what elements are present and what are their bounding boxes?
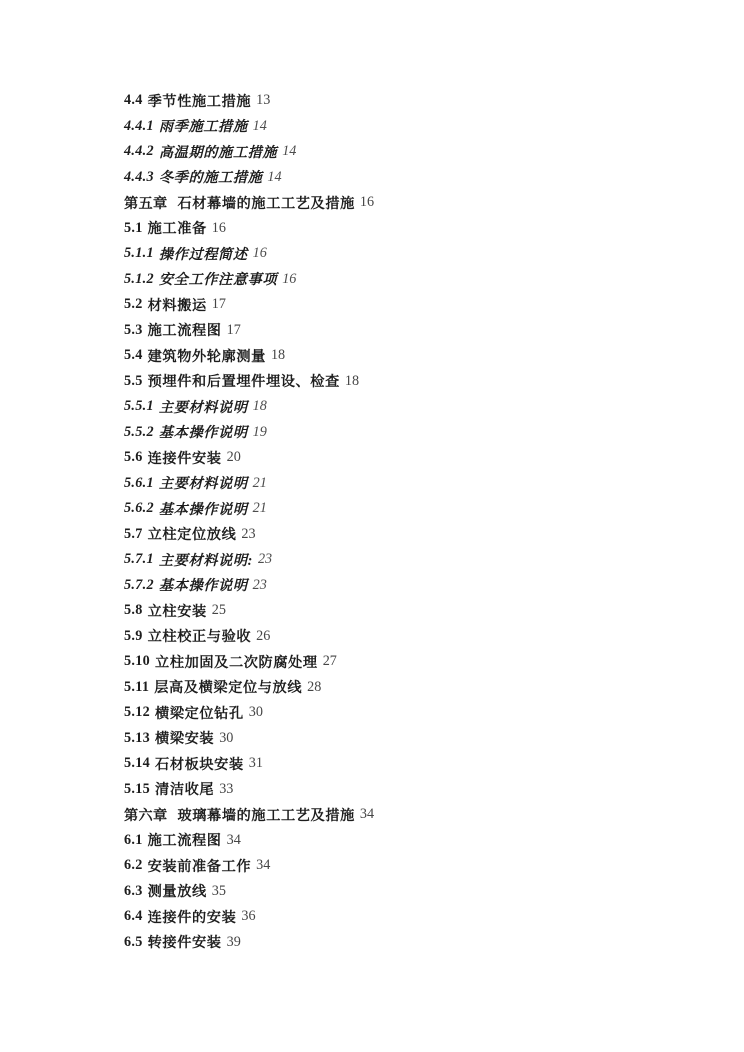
- toc-entry-title: 层高及横梁定位与放线: [154, 680, 303, 697]
- toc-entry-title: 主要材料说明: [158, 476, 248, 493]
- toc-entry-number: 4.4: [124, 92, 143, 109]
- toc-entry-number: 5.5: [124, 372, 143, 389]
- toc-entry[interactable]: [124, 726, 624, 752]
- toc-entry-page-number: 33: [219, 780, 234, 797]
- toc-entry-title: 立柱安装: [147, 603, 207, 620]
- toc-entry-number: 5.12: [124, 704, 151, 721]
- table-of-contents: [124, 88, 624, 955]
- toc-entry-page-number: 14: [267, 168, 282, 185]
- toc-entry-title: 玻璃幕墙的施工工艺及措施: [177, 807, 355, 824]
- toc-entry[interactable]: [124, 318, 624, 344]
- toc-entry-number: 6.5: [124, 933, 143, 950]
- toc-entry-page-number: 13: [256, 92, 271, 109]
- toc-entry-number: 第六章: [124, 807, 168, 824]
- toc-entry[interactable]: [124, 114, 624, 140]
- toc-entry-title: 转接件安装: [147, 935, 222, 952]
- toc-entry-number: 5.5.2: [124, 423, 154, 440]
- toc-entry-number: 5.1: [124, 219, 143, 236]
- toc-entry-number: 4.4.1: [124, 117, 154, 134]
- toc-entry-title: 测量放线: [147, 884, 207, 901]
- toc-entry-title: 横梁安装: [155, 731, 215, 748]
- toc-entry[interactable]: [124, 343, 624, 369]
- toc-entry[interactable]: [124, 879, 624, 905]
- toc-entry-number: 5.11: [124, 678, 150, 695]
- toc-entry-page-number: 21: [252, 474, 267, 491]
- toc-entry[interactable]: [124, 216, 624, 242]
- toc-entry[interactable]: [124, 471, 624, 497]
- toc-entry-title: 高温期的施工措施: [158, 144, 278, 161]
- toc-entry-page-number: 30: [219, 729, 234, 746]
- toc-entry-page-number: 18: [344, 372, 360, 389]
- toc-entry-title: 基本操作说明: [158, 578, 248, 595]
- toc-entry-title: 施工流程图: [147, 833, 222, 850]
- toc-entry-title: 材料搬运: [147, 297, 207, 314]
- toc-entry-page-number: 18: [270, 347, 286, 364]
- toc-entry-number: 5.9: [124, 627, 143, 644]
- toc-entry-number: 5.5.1: [124, 398, 154, 415]
- toc-entry-title: 立柱定位放线: [147, 527, 237, 544]
- toc-entry-page-number: 21: [252, 500, 267, 517]
- toc-entry-number: 5.8: [124, 602, 143, 619]
- toc-entry-title: 基本操作说明: [158, 501, 248, 518]
- toc-entry-number: 6.2: [124, 857, 143, 874]
- toc-entry[interactable]: [124, 573, 624, 599]
- toc-entry[interactable]: [124, 904, 624, 930]
- toc-entry-page-number: 34: [359, 806, 375, 823]
- toc-entry-title: 立柱校正与验收: [147, 629, 252, 646]
- toc-entry-page-number: 16: [282, 270, 297, 287]
- toc-entry[interactable]: [124, 420, 624, 446]
- toc-entry-number: 5.14: [124, 755, 151, 772]
- toc-entry-page-number: 25: [211, 602, 226, 619]
- toc-entry-title: 冬季的施工措施: [158, 170, 263, 187]
- toc-entry[interactable]: [124, 802, 624, 828]
- toc-entry[interactable]: [124, 369, 624, 395]
- toc-entry[interactable]: [124, 445, 624, 471]
- toc-entry[interactable]: [124, 777, 624, 803]
- toc-entry-number: 5.3: [124, 321, 143, 338]
- toc-entry[interactable]: [124, 496, 624, 522]
- toc-entry-number: 5.10: [124, 653, 151, 670]
- toc-entry-title: 雨季施工措施: [158, 119, 248, 136]
- toc-entry-page-number: 31: [248, 755, 263, 772]
- toc-entry-title: 横梁定位钻孔: [155, 705, 244, 722]
- toc-entry-title: 施工准备: [147, 221, 207, 238]
- toc-entry-title: 连接件的安装: [147, 909, 237, 926]
- toc-entry-page-number: 36: [241, 908, 256, 925]
- toc-entry-title: 清洁收尾: [155, 782, 215, 799]
- toc-entry[interactable]: [124, 165, 624, 191]
- toc-entry-title: 安全工作注意事项: [158, 272, 278, 289]
- toc-entry-number: 4.4.3: [124, 168, 154, 185]
- toc-entry-page-number: 17: [226, 321, 241, 338]
- toc-entry-page-number: 30: [248, 704, 263, 721]
- toc-entry-title: 施工流程图: [147, 323, 222, 340]
- toc-entry[interactable]: [124, 139, 624, 165]
- toc-entry-page-number: 35: [211, 882, 226, 899]
- toc-entry-page-number: 19: [252, 423, 267, 440]
- toc-entry[interactable]: [124, 624, 624, 650]
- toc-entry-number: 5.7.1: [124, 551, 154, 568]
- toc-entry-title: 立柱加固及二次防腐处理: [155, 654, 318, 671]
- toc-entry-page-number: 28: [307, 678, 322, 695]
- toc-entry-title: 主要材料说明: [158, 399, 248, 416]
- toc-entry-page-number: 34: [226, 831, 241, 848]
- toc-entry-page-number: 23: [241, 525, 256, 542]
- toc-entry-number: 5.1.2: [124, 270, 154, 287]
- toc-entry-number: 6.3: [124, 882, 143, 899]
- toc-entry-number: 5.2: [124, 296, 143, 313]
- toc-entry[interactable]: [124, 267, 624, 293]
- toc-entry-number: 5.4: [124, 347, 143, 364]
- toc-entry-page-number: 14: [282, 143, 297, 160]
- toc-entry-page-number: 39: [226, 933, 241, 950]
- toc-entry[interactable]: [124, 547, 624, 573]
- toc-entry-page-number: 34: [256, 857, 271, 874]
- toc-entry[interactable]: [124, 598, 624, 624]
- toc-entry[interactable]: [124, 649, 624, 675]
- toc-entry[interactable]: [124, 190, 624, 216]
- toc-entry[interactable]: [124, 241, 624, 267]
- toc-entry-title: 操作过程简述: [158, 246, 248, 263]
- toc-entry-title: 石材板块安装: [155, 756, 244, 773]
- toc-entry-page-number: 26: [256, 627, 271, 644]
- toc-entry[interactable]: [124, 828, 624, 854]
- toc-entry-page-number: 23: [257, 551, 273, 568]
- toc-entry-title: 主要材料说明:: [158, 552, 253, 569]
- toc-entry-page-number: 16: [252, 245, 267, 262]
- toc-entry[interactable]: [124, 751, 624, 777]
- toc-entry-number: 5.6.2: [124, 500, 154, 517]
- toc-entry-number: 5.7.2: [124, 576, 154, 593]
- toc-entry-number: 4.4.2: [124, 143, 154, 160]
- toc-entry[interactable]: [124, 853, 624, 879]
- toc-entry-page-number: 16: [359, 194, 375, 211]
- toc-entry-number: 5.13: [124, 729, 151, 746]
- toc-entry-number: 5.6.1: [124, 474, 154, 491]
- toc-entry-title: 连接件安装: [147, 450, 222, 467]
- toc-entry-page-number: 27: [322, 653, 337, 670]
- toc-entry-number: 第五章: [124, 195, 168, 212]
- toc-entry-number: 5.7: [124, 525, 143, 542]
- toc-entry-title: 建筑物外轮廓测量: [147, 348, 266, 365]
- toc-entry[interactable]: [124, 394, 624, 420]
- toc-entry[interactable]: [124, 700, 624, 726]
- toc-entry[interactable]: [124, 930, 624, 956]
- toc-entry-number: 5.6: [124, 449, 143, 466]
- toc-entry-page-number: 17: [211, 296, 226, 313]
- toc-entry-page-number: 23: [252, 576, 267, 593]
- toc-entry[interactable]: [124, 292, 624, 318]
- toc-entry-title: 季节性施工措施: [147, 93, 252, 110]
- toc-entry[interactable]: [124, 522, 624, 548]
- toc-entry-title: 预埋件和后置埋件埋设、检查: [147, 374, 340, 391]
- toc-entry-title: 基本操作说明: [158, 425, 248, 442]
- toc-entry-title: 安装前准备工作: [147, 858, 252, 875]
- toc-entry-number: 5.15: [124, 780, 151, 797]
- toc-entry-page-number: 20: [226, 449, 241, 466]
- toc-entry[interactable]: [124, 675, 624, 701]
- toc-entry-number: 5.1.1: [124, 245, 154, 262]
- toc-entry-number: 6.1: [124, 831, 143, 848]
- toc-entry[interactable]: [124, 88, 624, 114]
- toc-entry-number: 6.4: [124, 908, 143, 925]
- toc-entry-title: 石材幕墙的施工工艺及措施: [177, 195, 355, 212]
- toc-entry-page-number: 16: [211, 219, 226, 236]
- toc-entry-page-number: 14: [252, 117, 267, 134]
- toc-entry-page-number: 18: [252, 398, 267, 415]
